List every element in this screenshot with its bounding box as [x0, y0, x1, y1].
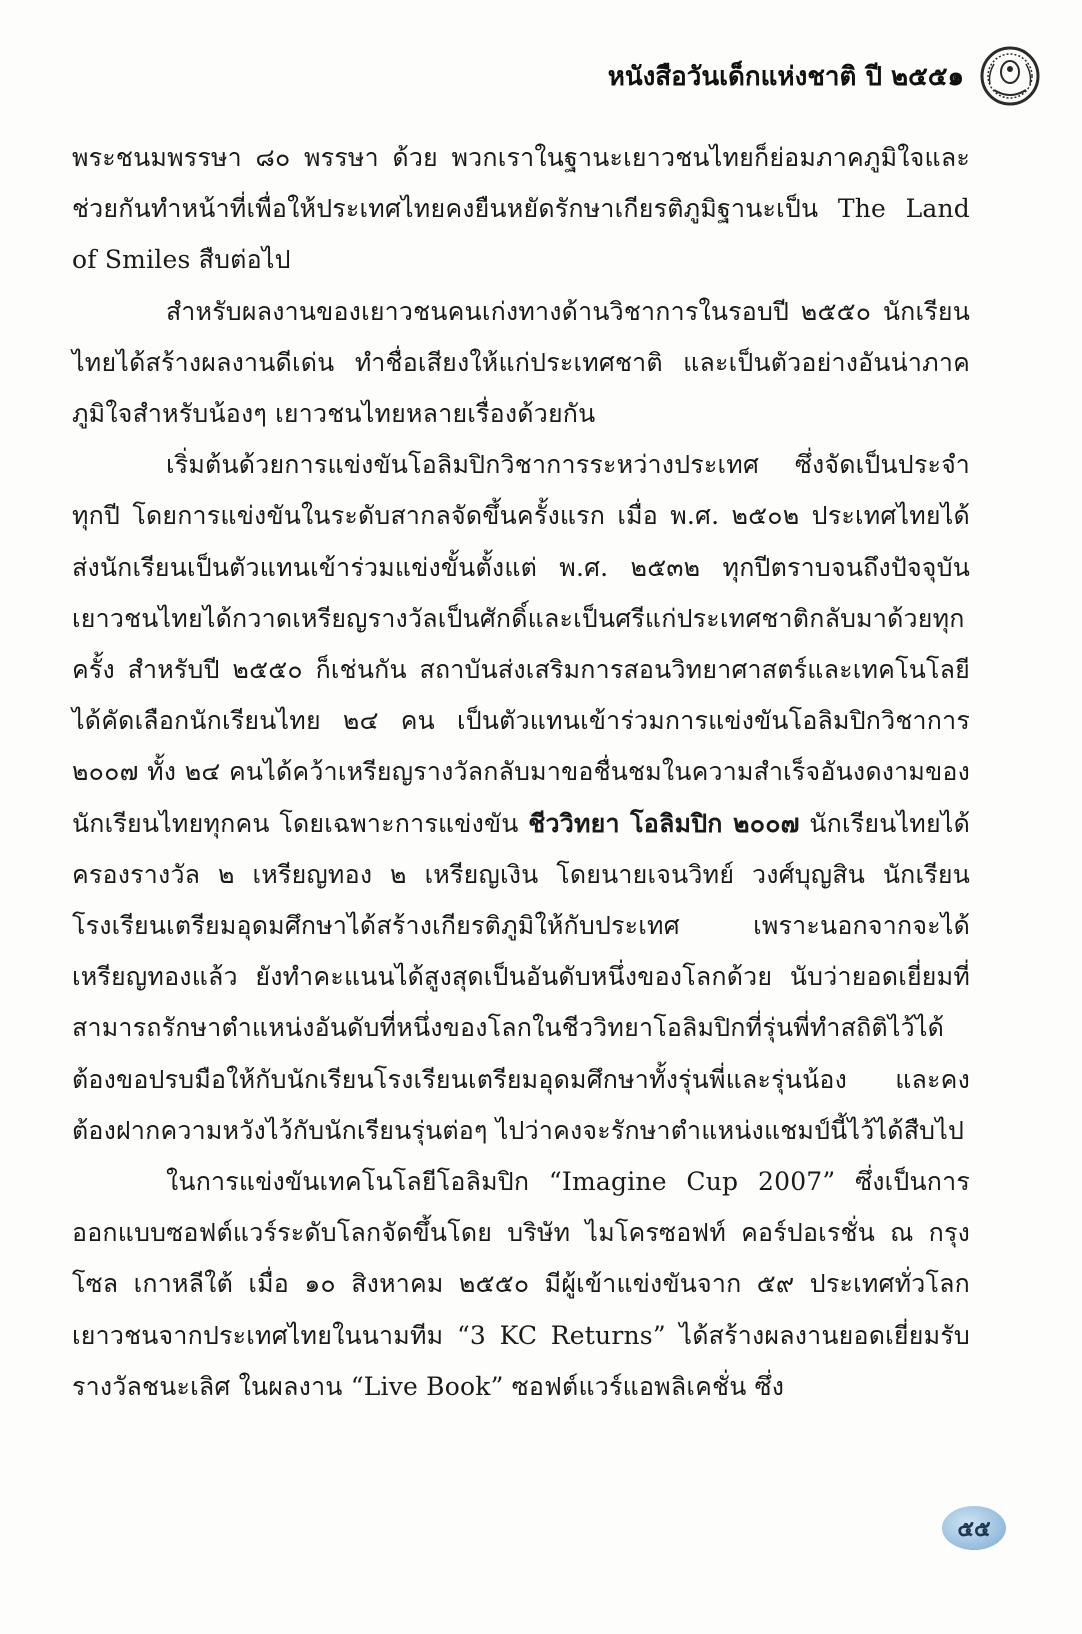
paragraph-3: [72, 439, 970, 1156]
page-number: ๕๕: [957, 1516, 991, 1542]
book-title: หนังสือวันเด็กแห่งชาติ ปี ๒๕๕๑: [607, 61, 964, 92]
paragraph-2: สำหรับผลงานของเยาวชนคนเก่งทางด้านวิชาการในรอบปี ๒๕๕๐ นักเรียนไทยได้สร้างผลงานดีเด่น ทำชื่อเสียงให้แก่ประเทศชาติ และเป็นตัวอย่างอันน่าภาคภูมิใจสำหรับน้องๆ เยาวชนไทยหลายเรื่องด้วยกัน: [72, 296, 970, 429]
page-number-badge: [942, 1506, 1006, 1550]
paragraph-4: ในการแข่งขันเทคโนโลยีโอลิมปิก “Imagine Cup 2007” ซึ่งเป็นการออกแบบซอฟต์แวร์ระดับโลกจัดขึ้นโดย บริษัท ไมโครซอฟท์ คอร์ปอเรชั่น ณ กรุงโซล เกาหลีใต้ เมื่อ ๑๐ สิงหาคม ๒๕๕๐ มีผู้เข้าแข่งขันจาก ๕๙ ประเทศทั่วโลก เยาวชนจากประเทศไทยในนามทีม “3 KC Returns” ได้สร้างผลงานยอดเยี่ยมรับรางวัลชนะเลิศ ในผลงาน “Live Book” ซอฟต์แวร์แอพลิเคชั่น ซึ่ง: [72, 1167, 970, 1401]
emblem-icon: [978, 44, 1042, 108]
paragraph-3-bold-subject: ชีววิทยา โอลิมปิก ๒๐๐๗: [528, 808, 800, 838]
paragraph-1: พระชนมพรรษา ๘๐ พรรษา ด้วย พวกเราในฐานะเยาวชนไทยก็ย่อมภาคภูมิใจและช่วยกันทำหน้าที่เพื่อให้ประเทศไทยคงยืนหยัดรักษาเกียรติภูมิฐานะเป็น The Land of Smiles สืบต่อไป: [72, 143, 970, 275]
page-header: [608, 44, 1042, 108]
paragraph-3-text-start: เริ่มต้นด้วยการแข่งขันโอลิมปิกวิชาการระหว่างประเทศ ซึ่งจัดเป็นประจำทุกปี โดยการแข่งขันในระดับสากลจัดขึ้นครั้งแรก เมื่อ พ.ศ. ๒๕๐๒ ประเทศไทยได้ส่งนักเรียนเป็นตัวแทนเข้าร่วมแข่งขั้นตั้งแต่ พ.ศ. ๒๕๓๒ ทุกปีตราบจนถึงปัจจุบัน เยาวชนไทยได้กวาดเหรียญรางวัลเป็นศักดิ์และเป็นศรีแก่ประเทศชาติกลับมาด้วยทุกครั้ง สำหรับปี ๒๕๕๐ ก็เช่นกัน สถาบันส่งเสริมการสอนวิทยาศาสตร์และเทคโนโลยีได้คัดเลือกนักเรียนไทย ๒๔ คน เป็นตัวแทนเข้าร่วมการแข่งขันโอลิมปิกวิชาการ ๒๐๐๗ ทั้ง ๒๔ คนได้คว้าเหรียญรางวัลกลับมาขอชื่นชมในความสำเร็จอันงดงามของนักเรียนไทยทุกคน โดยเฉพาะการแข่งขัน: [72, 450, 970, 838]
body-text: [72, 132, 970, 1412]
paragraph-3-text-end: นักเรียนไทยได้ครองรางวัล ๒ เหรียญทอง ๒ เหรียญเงิน โดยนายเจนวิทย์ วงศ์บุญสิน นักเรียนโรงเรียนเตรียมอุดมศึกษาได้สร้างเกียรติภูมิให้กับประเทศ เพราะนอกจากจะได้เหรียญทองแล้ว ยังทำคะแนนได้สูงสุดเป็นอันดับหนึ่งของโลกด้วย นับว่ายอดเยี่ยมที่สามารถรักษาตำแหน่งอันดับที่หนึ่งของโลกในชีววิทยาโอลิมปิกที่รุ่นพี่ทำสถิติไว้ได้ ต้องขอปรบมือให้กับนักเรียนโรงเรียนเตรียมอุดมศึกษาทั้งรุ่นพี่และรุ่นน้อง และคงต้องฝากความหวังไว้กับนักเรียนรุ่นต่อๆ ไปว่าคงจะรักษาตำแหน่งแชมป์นี้ไว้ได้สืบไป: [72, 808, 971, 1145]
